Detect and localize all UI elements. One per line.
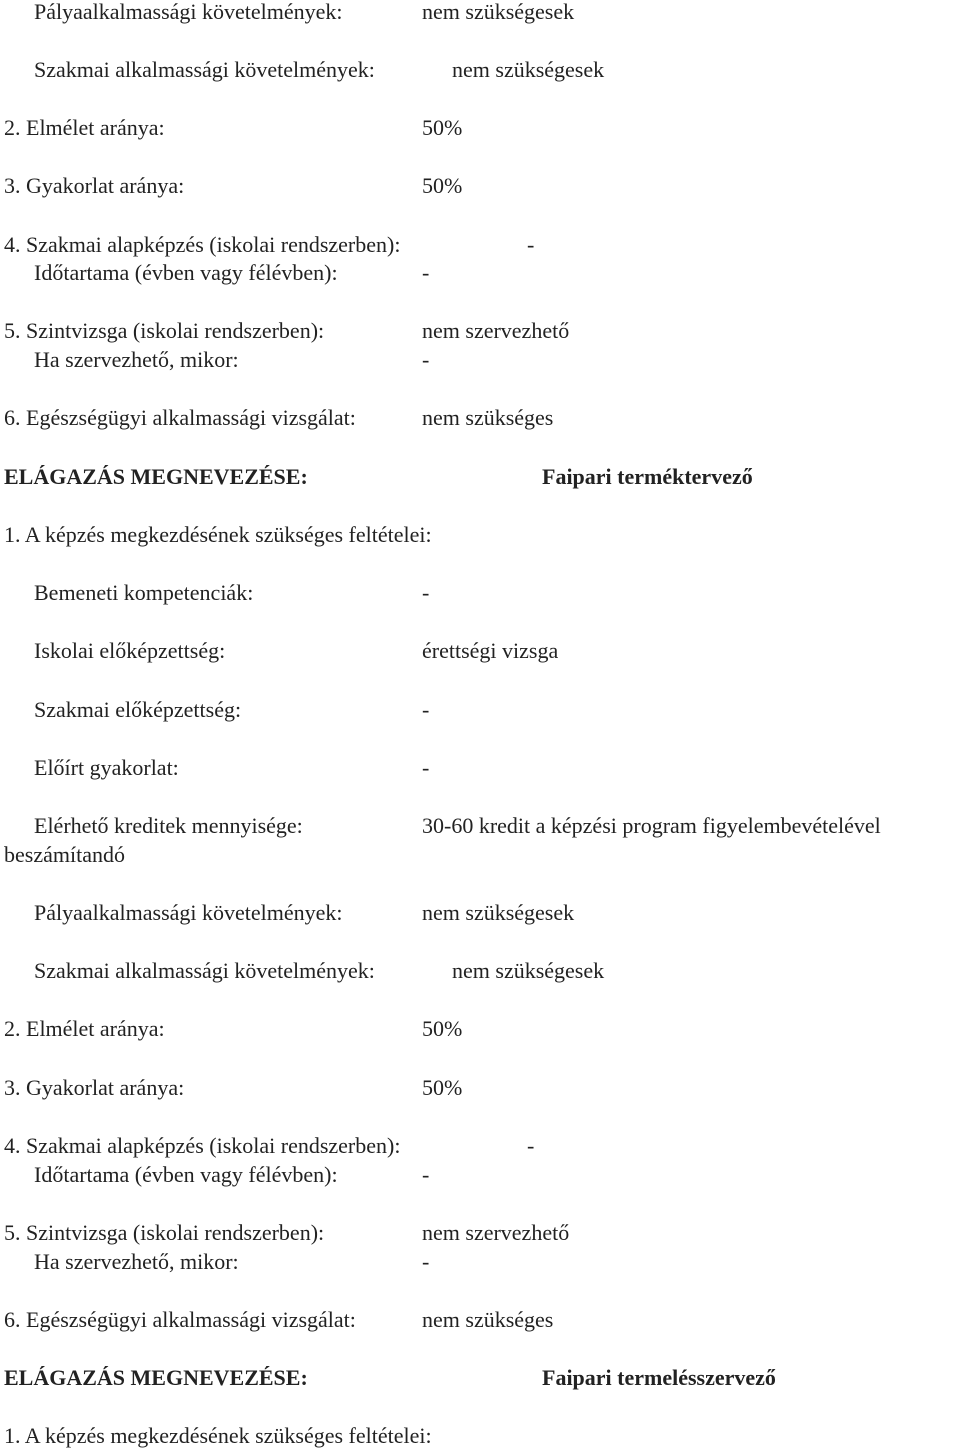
value-level-exam: nem szervezhető xyxy=(422,318,570,343)
label-health-examination-2: 6. Egészségügyi alkalmassági vizsgálat: xyxy=(4,1307,356,1332)
section-entry-conditions-2: 1. A képzés megkezdésének szükséges feltételei: xyxy=(4,1423,432,1448)
label-practice-ratio: 3. Gyakorlat aránya: xyxy=(4,173,185,198)
value-career-aptitude-requirements: nem szükségesek xyxy=(422,0,575,24)
label-professional-aptitude-requirements: Szakmai alkalmassági követelmények: xyxy=(34,57,375,82)
label-health-examination: 6. Egészségügyi alkalmassági vizsgálat: xyxy=(4,405,356,430)
value-professional-aptitude-requirements: nem szükségesek xyxy=(452,57,605,82)
value-basic-vocational-training: - xyxy=(527,232,535,257)
value-theory-ratio: 50% xyxy=(422,115,463,140)
label-if-organizable-when-2: Ha szervezhető, mikor: xyxy=(34,1249,239,1274)
branch-name-heading-2: ELÁGAZÁS MEGNEVEZÉSE: xyxy=(4,1365,308,1390)
value-level-exam-2: nem szervezhető xyxy=(422,1220,570,1245)
value-input-competencies: - xyxy=(422,580,430,605)
value-theory-ratio-2: 50% xyxy=(422,1016,463,1041)
label-theory-ratio-2: 2. Elmélet aránya: xyxy=(4,1016,165,1041)
value-if-organizable-when: - xyxy=(422,347,430,372)
value-available-credits-continued: beszámítandó xyxy=(4,842,125,867)
label-professional-aptitude-requirements-2: Szakmai alkalmassági követelmények: xyxy=(34,958,375,983)
label-school-qualification: Iskolai előképzettség: xyxy=(34,638,226,663)
value-health-examination: nem szükséges xyxy=(422,405,554,430)
value-required-practice: - xyxy=(422,755,430,780)
value-professional-qualification: - xyxy=(422,697,430,722)
branch-name-value: Faipari terméktervező xyxy=(542,464,753,489)
label-theory-ratio: 2. Elmélet aránya: xyxy=(4,115,165,140)
value-duration-2: - xyxy=(422,1162,430,1187)
value-available-credits: 30-60 kredit a képzési program figyelembevételével xyxy=(422,813,881,838)
branch-name-heading: ELÁGAZÁS MEGNEVEZÉSE: xyxy=(4,464,308,489)
value-practice-ratio: 50% xyxy=(422,173,463,198)
label-career-aptitude-requirements: Pályaalkalmassági követelmények: xyxy=(34,0,343,24)
value-practice-ratio-2: 50% xyxy=(422,1075,463,1100)
label-duration: Időtartama (évben vagy félévben): xyxy=(34,260,338,285)
label-career-aptitude-requirements-2: Pályaalkalmassági követelmények: xyxy=(34,900,343,925)
label-basic-vocational-training-2: 4. Szakmai alapképzés (iskolai rendszerben): xyxy=(4,1133,401,1158)
label-basic-vocational-training: 4. Szakmai alapképzés (iskolai rendszerben): xyxy=(4,232,401,257)
label-level-exam-2: 5. Szintvizsga (iskolai rendszerben): xyxy=(4,1220,325,1245)
label-professional-qualification: Szakmai előképzettség: xyxy=(34,697,242,722)
label-duration-2: Időtartama (évben vagy félévben): xyxy=(34,1162,338,1187)
value-if-organizable-when-2: - xyxy=(422,1249,430,1274)
value-school-qualification: érettségi vizsga xyxy=(422,638,559,663)
value-professional-aptitude-requirements-2: nem szükségesek xyxy=(452,958,605,983)
label-level-exam: 5. Szintvizsga (iskolai rendszerben): xyxy=(4,318,325,343)
section-entry-conditions: 1. A képzés megkezdésének szükséges feltételei: xyxy=(4,522,432,547)
label-available-credits: Elérhető kreditek mennyisége: xyxy=(34,813,303,838)
label-if-organizable-when: Ha szervezhető, mikor: xyxy=(34,347,239,372)
value-career-aptitude-requirements-2: nem szükségesek xyxy=(422,900,575,925)
label-input-competencies: Bemeneti kompetenciák: xyxy=(34,580,254,605)
branch-name-value-2: Faipari termelésszervező xyxy=(542,1365,776,1390)
value-duration: - xyxy=(422,260,430,285)
label-required-practice: Előírt gyakorlat: xyxy=(34,755,179,780)
label-practice-ratio-2: 3. Gyakorlat aránya: xyxy=(4,1075,185,1100)
value-basic-vocational-training-2: - xyxy=(527,1133,535,1158)
value-health-examination-2: nem szükséges xyxy=(422,1307,554,1332)
